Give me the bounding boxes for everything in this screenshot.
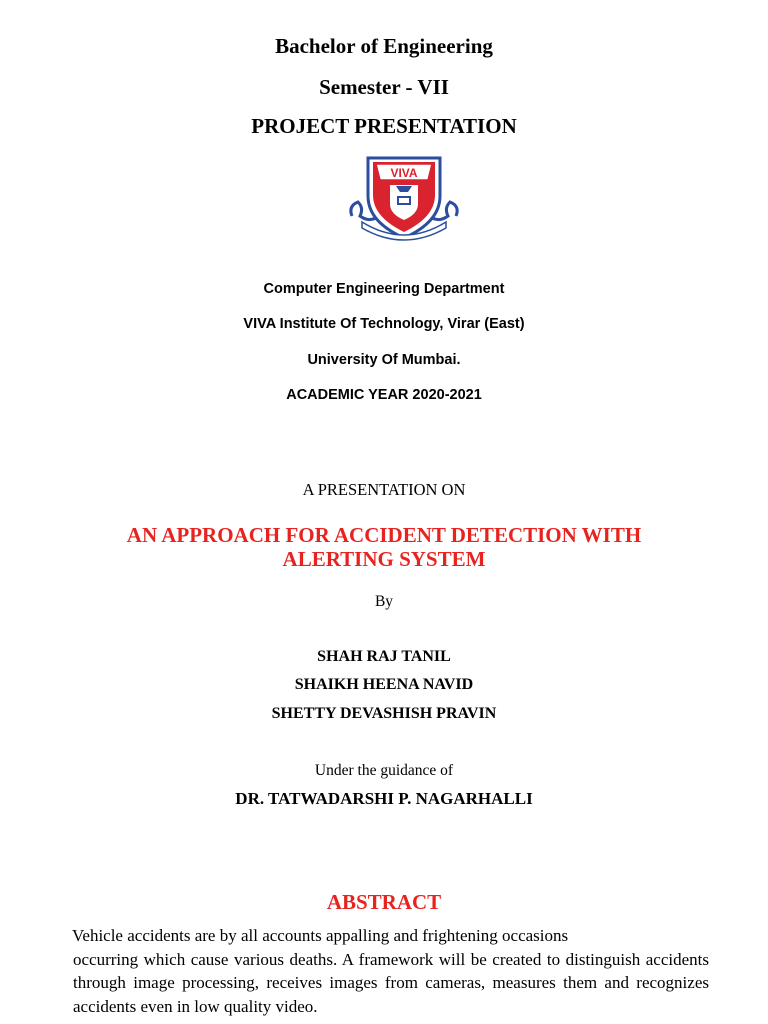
academic-year: ACADEMIC YEAR 2020-2021 — [286, 387, 482, 403]
guide-name: DR. TATWADARSHI P. NAGARHALLI — [235, 789, 533, 808]
guidance-label: Under the guidance of — [314, 762, 454, 779]
logo-text: VIVA — [390, 166, 418, 180]
author-name: SHAH RAJ TANIL — [317, 648, 451, 665]
author-name: SHETTY DEVASHISH PRAVIN — [271, 705, 497, 722]
college-name: VIVA Institute Of Technology, Virar (East) — [243, 316, 525, 332]
project-title-line-1: AN APPROACH FOR ACCIDENT DETECTION WITH — [126, 523, 642, 547]
degree-heading: Bachelor of Engineering — [275, 34, 493, 58]
department-name: Computer Engineering Department — [263, 281, 505, 297]
abstract-heading: ABSTRACT — [326, 890, 442, 914]
abstract-text: occurring which cause various deaths. A framework will be created to distinguish accidents through image processing, receives images from cameras, measures them and recognizes accidents even in low quality video. — [73, 949, 709, 1016]
author-name: SHAIKH HEENA NAVID — [294, 676, 474, 693]
bullet-icon — [60, 924, 72, 948]
abstract-first-line: Vehicle accidents are by all accounts appalling and frightening occasions — [72, 926, 569, 945]
semester-heading: Semester - VII — [319, 75, 449, 99]
by-label: By — [374, 593, 394, 610]
presentation-intro: A PRESENTATION ON — [302, 480, 466, 499]
abstract-paragraph — [60, 924, 709, 1018]
presentation-type-heading: PROJECT PRESENTATION — [251, 114, 517, 138]
project-title-line-2: ALERTING SYSTEM — [282, 547, 486, 571]
university-name: University Of Mumbai. — [307, 352, 461, 368]
college-crest-logo — [346, 152, 462, 244]
